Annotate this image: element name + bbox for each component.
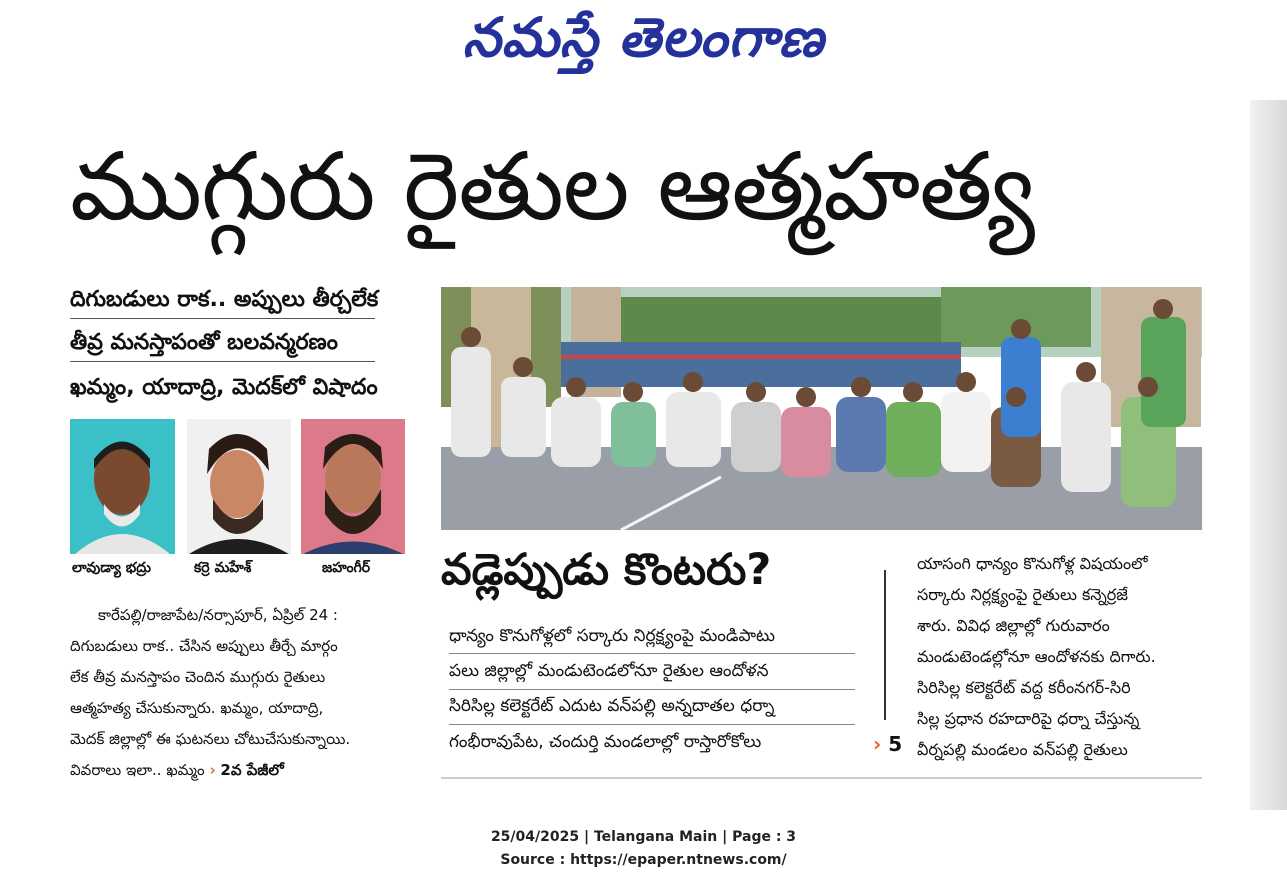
portrait-caption: కర్రె మహేశ్ xyxy=(194,560,252,576)
lead-line: లేక తీవ్ర మనస్తాపం చెందిన ముగ్గురు రైతులు xyxy=(70,668,326,686)
bullet-point: పలు జిల్లాల్లో మండుటెండలోనూ రైతుల ఆందోళన xyxy=(449,661,769,681)
article-line: శారు. వివిధ జిల్లాల్లో గురువారం xyxy=(917,616,1110,635)
farmer-portrait-1 xyxy=(70,419,175,554)
article-line: యాసంగి ధాన్యం కొనుగోళ్ల విషయంలో xyxy=(917,554,1148,573)
article-line: మండుటెండల్లోనూ ఆందోళనకు దిగారు. xyxy=(917,647,1156,666)
bullet-point: గంభీరావుపేట, చందుర్తి మండలాల్లో రాస్తారోకోలు xyxy=(449,732,762,752)
second-article-body xyxy=(917,548,1207,765)
column-divider xyxy=(884,570,886,720)
lead-line: మెదక్ జిల్లాల్లో ఈ ఘటనలు చోటుచేసుకున్నాయి. xyxy=(70,730,351,748)
subheadline: వడ్లెప్పుడు కొంటరు? xyxy=(441,545,772,595)
section-divider xyxy=(441,777,1202,779)
deck-divider xyxy=(70,361,375,362)
protest-photo xyxy=(441,287,1202,530)
lead-line: వివరాలు ఇలా.. ఖమ్మం xyxy=(70,761,205,779)
lead-article-body xyxy=(70,600,410,786)
lead-line: ఆత్మహత్య చేసుకున్నారు. ఖమ్మం, యాదాద్రి, xyxy=(70,699,324,717)
lead-line: కారేపల్లి/రాజాపేట/నర్సాపూర్, ఏప్రిల్ 24 : xyxy=(98,606,338,624)
page-jump-number: 5 xyxy=(888,732,903,756)
bullet-point: సిరిసిల్ల కలెక్టరేట్ ఎదుట వన్‌పల్లి అన్నదాతల ధర్నా xyxy=(449,696,775,716)
farmer-portrait-3 xyxy=(301,419,405,554)
article-line: సిరిసిల్ల కలెక్టరేట్ వద్ద కరీంనగర్-సిరి xyxy=(917,678,1131,697)
chevron-right-icon: › xyxy=(209,761,216,779)
lead-line: దిగుబడులు రాక.. చేసిన అప్పులు తీర్చే మార్గం xyxy=(70,637,338,655)
article-line: సిల్ల ప్రధాన రహదారిపై ధర్నా చేస్తున్న xyxy=(917,709,1140,728)
page-jump[interactable] xyxy=(873,732,902,756)
headline: ముగ్గురు రైతుల ఆత్మహత్య xyxy=(70,133,1034,242)
bullet-divider xyxy=(449,724,855,725)
farmer-portrait-2 xyxy=(187,419,291,554)
deck-line-1: దిగుబడులు రాక.. అప్పులు తీర్చలేక xyxy=(70,287,379,312)
footer-date-line: 25/04/2025 | Telangana Main | Page : 3 xyxy=(490,829,797,845)
bullet-divider xyxy=(449,653,855,654)
article-line: వీర్నపల్లి మండలం వన్‌పల్లి రైతులు xyxy=(917,740,1128,759)
deck-line-3: ఖమ్మం, యాదాద్రి, మెదక్‌లో విషాదం xyxy=(70,375,378,400)
masthead-logo: నమస్తే తెలంగాణ xyxy=(462,6,825,69)
adjacent-page-edge xyxy=(1250,100,1287,810)
deck-divider xyxy=(70,318,375,319)
page-jump-link[interactable]: 2వ పేజీలో xyxy=(220,761,284,779)
portrait-caption: లావుడ్యా భద్రు xyxy=(72,560,151,576)
bullet-point: ధాన్యం కొనుగోళ్లలో సర్కారు నిర్లక్ష్యంపై మండిపాటు xyxy=(449,626,776,646)
portrait-caption: జహంగీర్ xyxy=(322,560,371,576)
article-line: సర్కారు నిర్లక్ష్యంపై రైతులు కన్నెర్రజే xyxy=(917,585,1128,604)
footer-source-line: Source : https://epaper.ntnews.com/ xyxy=(500,852,787,868)
deck-line-2: తీవ్ర మనస్తాపంతో బలవన్మరణం xyxy=(70,330,338,355)
chevron-right-icon: › xyxy=(873,732,882,756)
